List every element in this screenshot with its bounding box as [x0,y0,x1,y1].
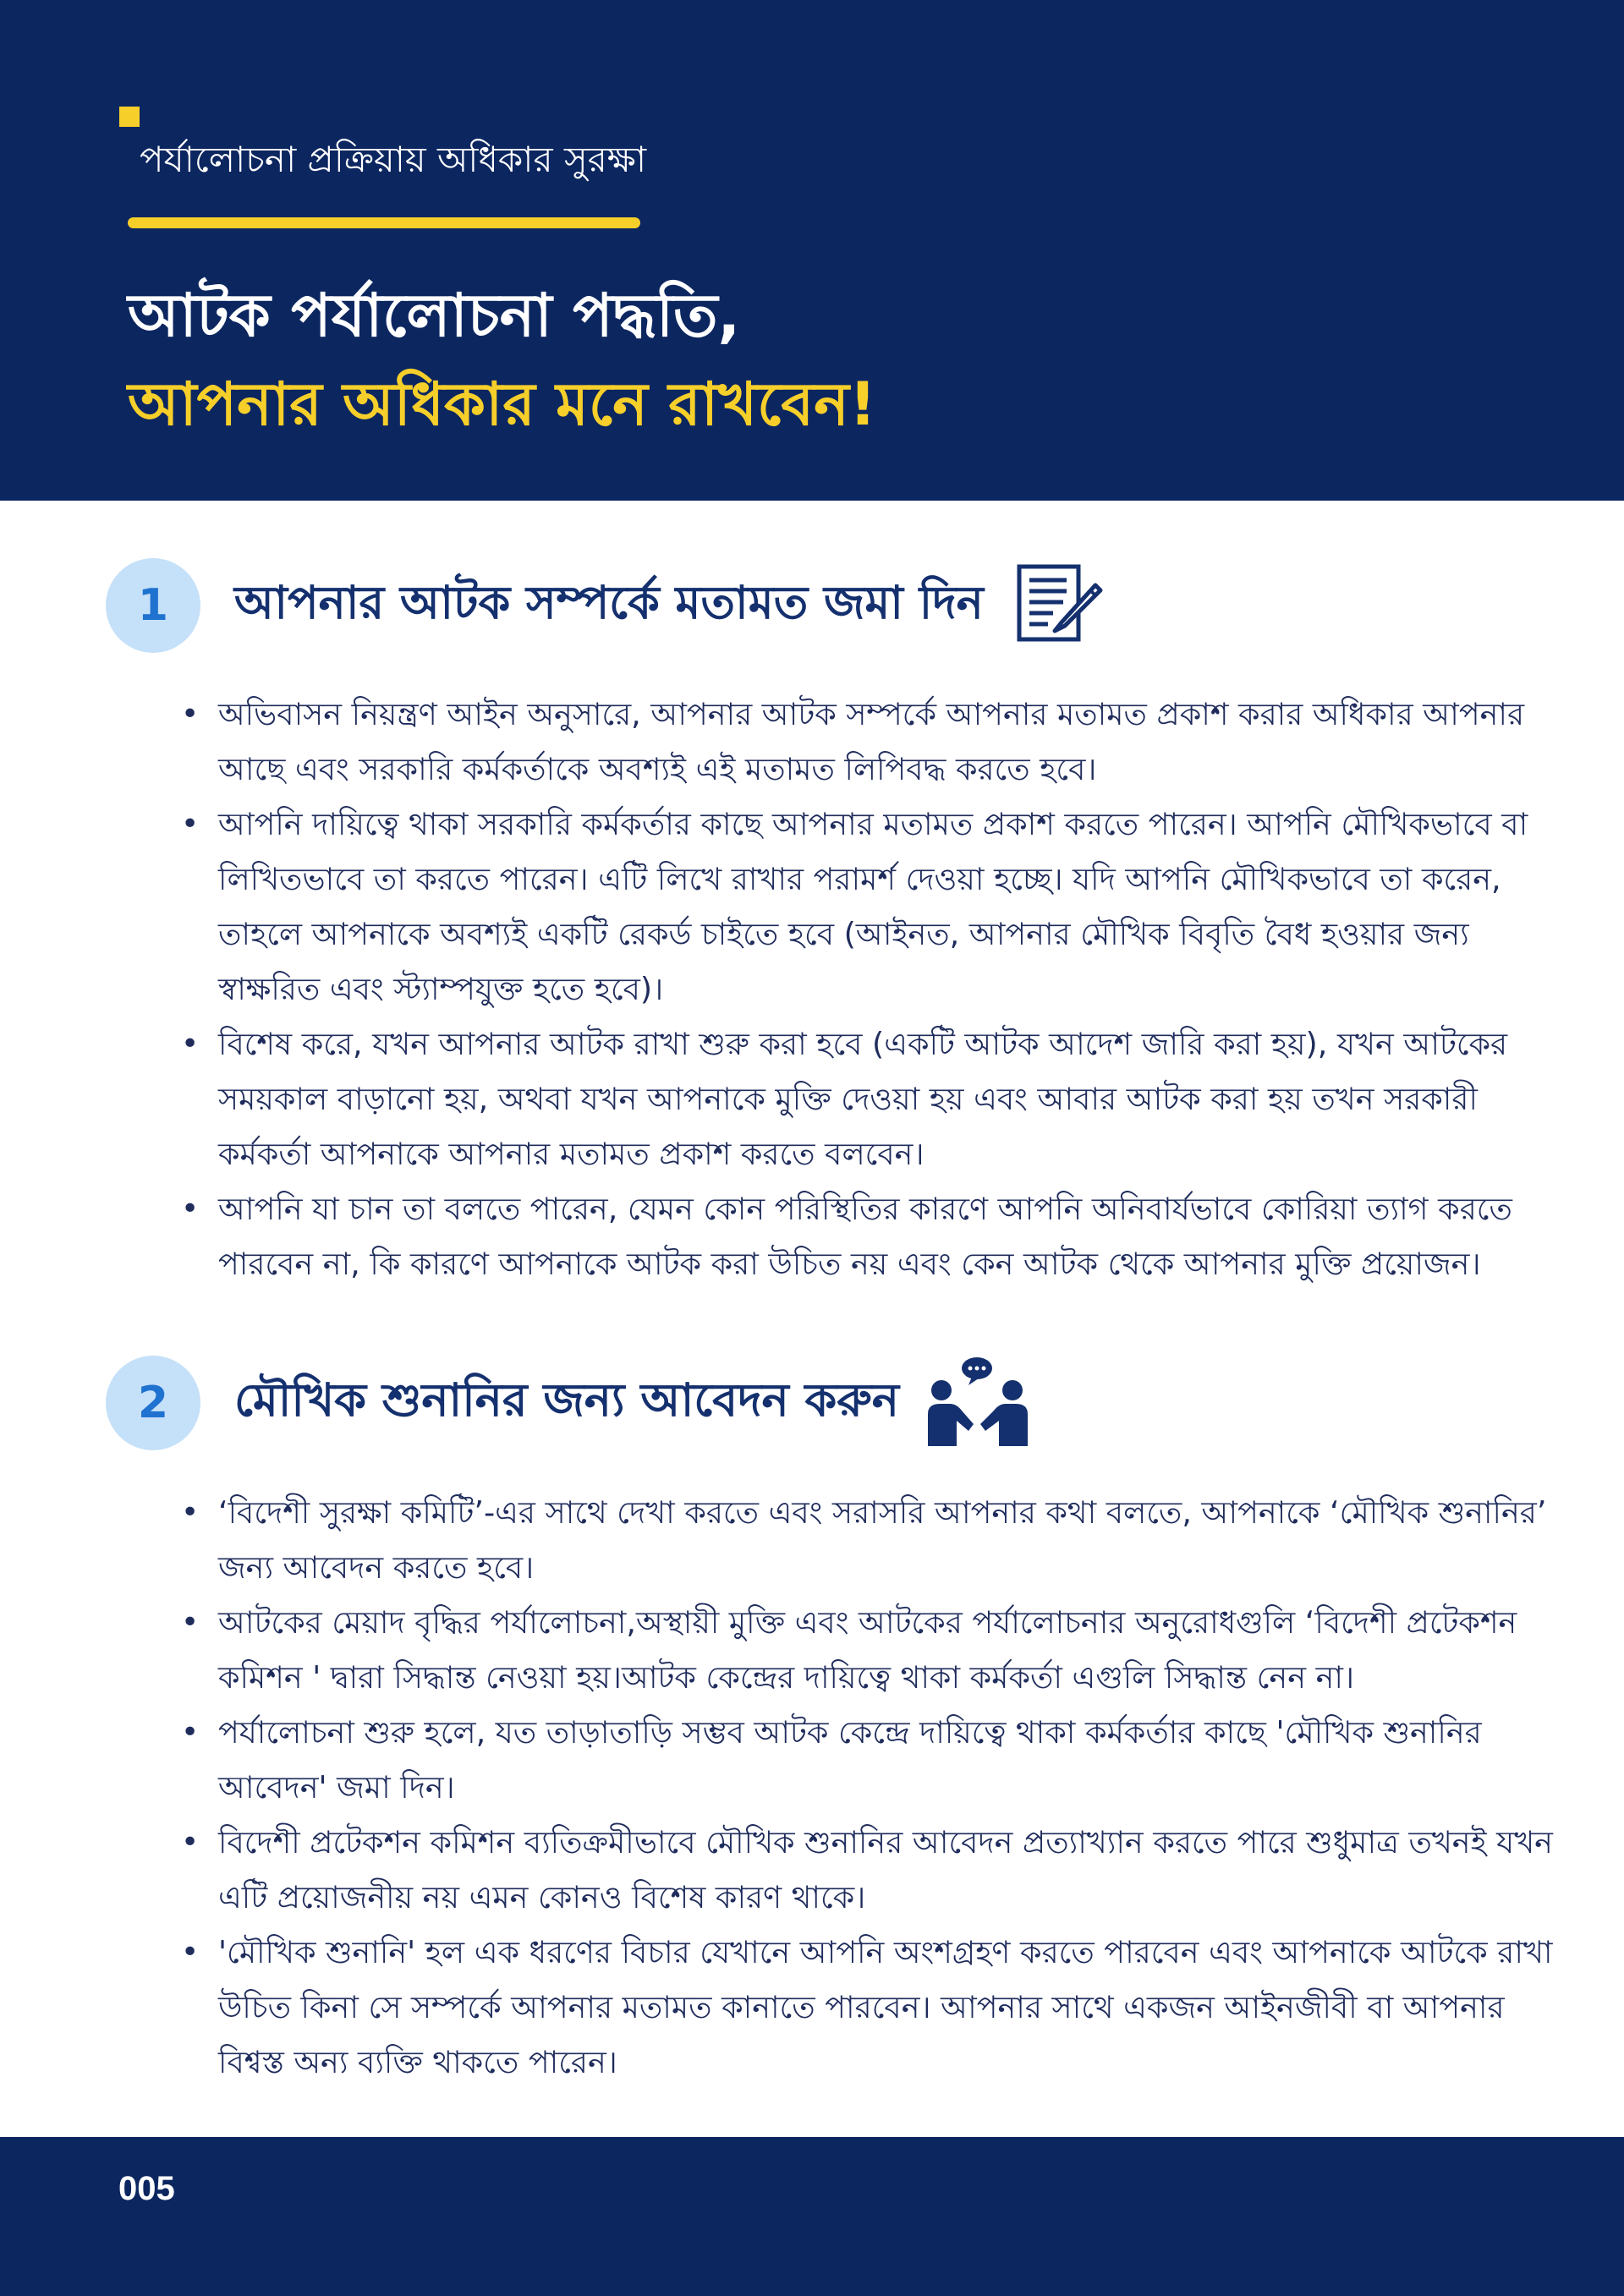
document-pen-icon [1016,563,1104,648]
list-item: • বিশেষ করে, যখন আপনার আটক রাখা শুরু করা হবে (একটি আটক আদেশ জারি করা হয়), যখন আটকের সময়কাল বাড়ানো হয়, অথবা যখন আপনাকে মুক্তি দেওয়া হয় এবং আবার আটক করা হয় তখন সরকারী কর্মকর্তা আপনাকে আপনার মতামত প্রকাশ করতে বলবেন। [178,1016,1565,1181]
page-title: আটক পর্যালোচনা পদ্ধতি, [128,281,741,350]
list-item: • ‘বিদেশী সুরক্ষা কমিটি’-এর সাথে দেখা করতে এবং সরাসরি আপনার কথা বলতে, আপনাকে ‘মৌখিক শুনানির’ জন্য আবেদন করতে হবে। [178,1485,1565,1595]
accent-square [119,107,140,127]
section-number-badge: 2 [106,1356,200,1450]
footer-bar [0,2137,1624,2296]
section-2-bullet-list [178,1485,1565,2090]
section-title: আপনার আটক সম্পর্কে মতামত জমা দিন [234,576,984,629]
section-1-heading [106,558,1104,653]
list-item: • অভিবাসন নিয়ন্ত্রণ আইন অনুসারে, আপনার আটক সম্পর্কে আপনার মতামত প্রকাশ করার অধিকার আপনার আছে এবং সরকারি কর্মকর্তাকে অবশ্যই এই মতামত লিপিবদ্ধ করতে হবে। [178,687,1565,797]
list-item: • 'মৌখিক শুনানি' হল এক ধরণের বিচার যেখানে আপনি অংশগ্রহণ করতে পারবেন এবং আপনাকে আটকে রাখা উচিত কিনা সে সম্পর্কে আপনার মতামত কানাতে পারবেন। আপনার সাথে একজন আইনজীবী বা আপনার বিশ্বস্ত অন্য ব্যক্তি থাকতে পারেন। [178,1925,1565,2090]
section-1-bullet-list [178,687,1565,1291]
section-2-heading [106,1356,1031,1450]
list-item: • আটকের মেয়াদ বৃদ্ধির পর্যালোচনা,অস্থায়ী মুক্তি এবং আটকের পর্যালোচনার অনুরোধগুলি ‘বিদেশী প্রটেকশন কমিশন ' দ্বারা সিদ্ধান্ত নেওয়া হয়।আটক কেন্দ্রের দায়িত্বে থাকা কর্মকর্তা এগুলি সিদ্ধান্ত নেন না। [178,1595,1565,1705]
people-conversation-icon [924,1355,1031,1451]
page-title-highlight: আপনার অধিকার মনে রাখবেন! [128,370,876,439]
list-item: • আপনি যা চান তা বলতে পারেন, যেমন কোন পরিস্থিতির কারণে আপনি অনিবার্যভাবে কোরিয়া ত্যাগ করতে পারবেন না, কি কারণে আপনাকে আটক করা উচিত নয় এবং কেন আটক থেকে আপনার মুক্তি প্রয়োজন। [178,1181,1565,1291]
page-number: 005 [118,2170,175,2207]
section-title: মৌখিক শুনানির জন্য আবেদন করুন [234,1373,899,1427]
header-subtitle: পর্যালোচনা প্রক্রিয়ায় অধিকার সুরক্ষা [140,139,646,180]
list-item: • আপনি দায়িত্বে থাকা সরকারি কর্মকর্তার কাছে আপনার মতামত প্রকাশ করতে পারেন। আপনি মৌখিকভাবে বা লিখিতভাবে তা করতে পারেন। এটি লিখে রাখার পরামর্শ দেওয়া হচ্ছে। যদি আপনি মৌখিকভাবে তা করেন, তাহলে আপনাকে অবশ্যই একটি রেকর্ড চাইতে হবে (আইনত, আপনার মৌখিক বিবৃতি বৈধ হওয়ার জন্য স্বাক্ষরিত এবং স্ট্যাম্পযুক্ত হতে হবে)। [178,797,1565,1016]
list-item: • পর্যালোচনা শুরু হলে, যত তাড়াতাড়ি সম্ভব আটক কেন্দ্রে দায়িত্বে থাকা কর্মকর্তার কাছে 'মৌখিক শুনানির আবেদন' জমা দিন। [178,1705,1565,1815]
section-number-badge: 1 [106,558,200,653]
list-item: • বিদেশী প্রটেকশন কমিশন ব্যতিক্রমীভাবে মৌখিক শুনানির আবেদন প্রত্যাখ্যান করতে পারে শুধুমাত্র তখনই যখন এটি প্রয়োজনীয় নয় এমন কোনও বিশেষ কারণ থাকে। [178,1815,1565,1925]
accent-underline [128,217,640,228]
